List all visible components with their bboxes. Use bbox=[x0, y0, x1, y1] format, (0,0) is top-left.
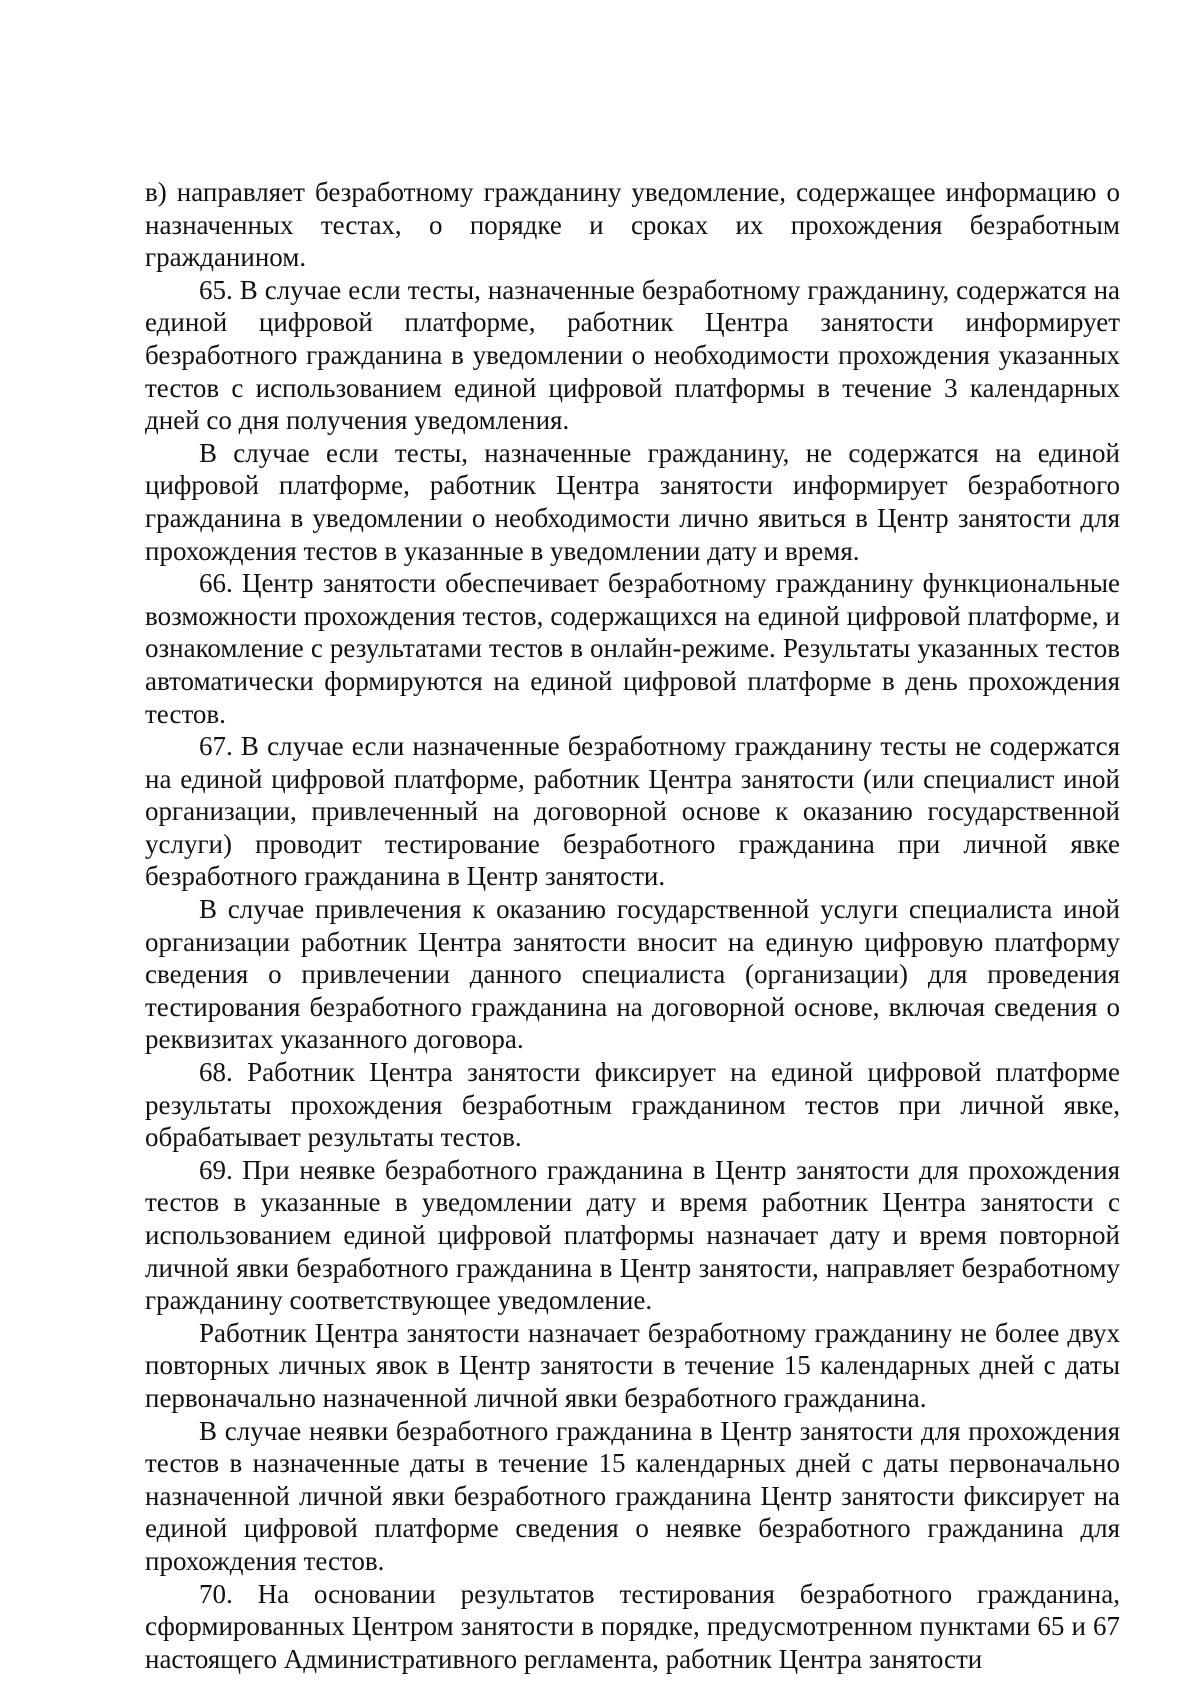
paragraph-69-continued-1: Работник Центра занятости назначает безработному гражданину не более двух повторных личных явок в Центр занятости в течение 15 календарных дней с даты первоначально назначенной личной явки безработного гражданина. bbox=[145, 1317, 1120, 1413]
paragraph-66: 66. Центр занятости обеспечивает безработному гражданину функциональные возможности прохождения тестов, содержащихся на единой цифровой платформе, и ознакомление с результатами тестов в онлайн-режиме. Результаты указанных тестов автоматически формируются на единой цифровой платформе в день прохождения тестов. bbox=[145, 568, 1120, 729]
paragraph-68: 68. Работник Центра занятости фиксирует на единой цифровой платформе результаты прохождения безработным гражданином тестов при личной явке, обрабатывает результаты тестов. bbox=[145, 1057, 1120, 1153]
paragraph-67-continued: В случае привлечения к оказанию государственной услуги специалиста иной организации работник Центра занятости вносит на единую цифровую платформу сведения о привлечении данного специалиста (организации) для проведения тестирования безработного гражданина на договорной основе, включая сведения о реквизитах указанного договора. bbox=[145, 894, 1120, 1055]
paragraph-65: 65. В случае если тесты, назначенные безработному гражданину, содержатся на единой цифровой платформе, работник Центра занятости информирует безработного гражданина в уведомлении о необходимости прохождения указанных тестов с использованием единой цифровой платформы в течение 3 календарных дней со дня получения уведомления. bbox=[145, 274, 1120, 436]
paragraph-65-continued: В случае если тесты, назначенные гражданину, не содержатся на единой цифровой платформе, работник Центра занятости информирует безработного гражданина в уведомлении о необходимости лично явиться в Центр занятости для прохождения тестов в указанные в уведомлении дату и время. bbox=[145, 437, 1120, 566]
document-page bbox=[145, 176, 1120, 1675]
paragraph-69: 69. При неявке безработного гражданина в Центр занятости для прохождения тестов в указанные в уведомлении дату и время работник Центра занятости с использованием единой цифровой платформы назначает дату и время повторной личной явки безработного гражданина в Центр занятости, направляет безработному гражданину соответствующее уведомление. bbox=[145, 1154, 1120, 1316]
paragraph-70: 70. На основании результатов тестирования безработного гражданина, сформированных Центром занятости в порядке, предусмотренном пунктами 65 и 67 настоящего Административного регламента, работник Центра занятости bbox=[145, 1578, 1120, 1674]
paragraph-69-continued-2: В случае неявки безработного гражданина в Центр занятости для прохождения тестов в назначенные даты в течение 15 календарных дней с даты первоначально назначенной личной явки безработного гражданина Центр занятости фиксирует на единой цифровой платформе сведения о неявке безработного гражданина для прохождения тестов. bbox=[145, 1415, 1120, 1576]
paragraph-item-v: в) направляет безработному гражданину уведомление, содержащее информацию о назначенных тестах, о порядке и сроках их прохождения безработным гражданином. bbox=[145, 177, 1120, 273]
paragraph-67: 67. В случае если назначенные безработному гражданину тесты не содержатся на единой цифровой платформе, работник Центра занятости (или специалист иной организации, привлеченный на договорной основе к оказанию государственной услуги) проводит тестирование безработного гражданина при личной явке безработного гражданина в Центр занятости. bbox=[145, 731, 1120, 892]
